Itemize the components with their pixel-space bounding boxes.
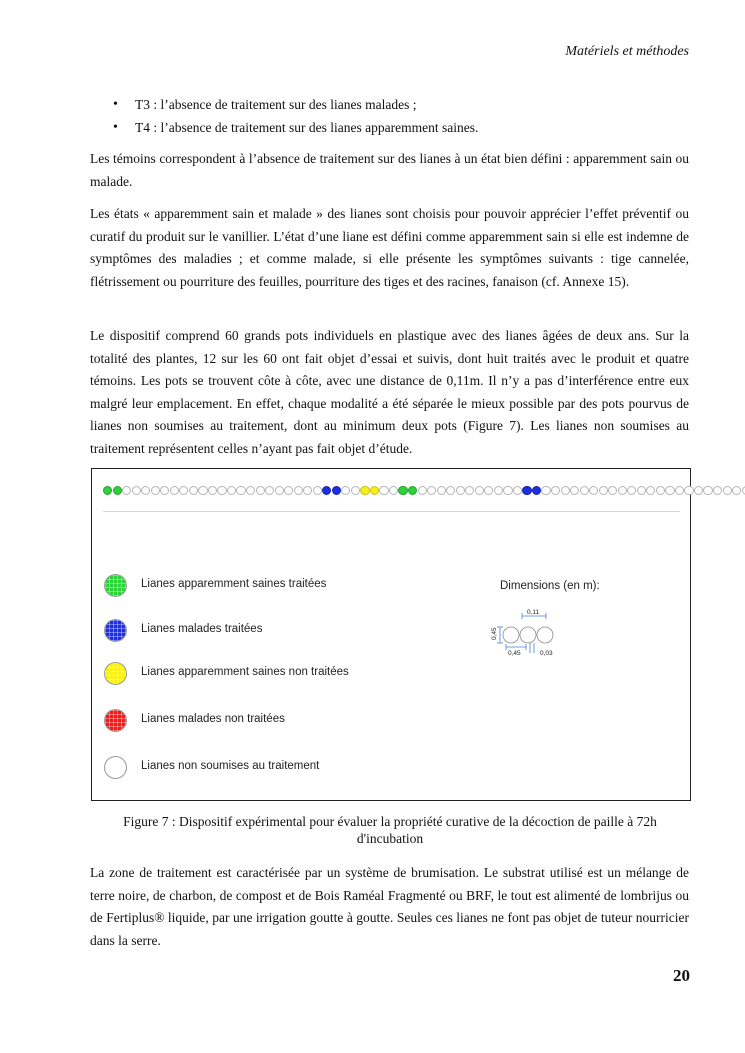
pot-white: [599, 486, 608, 495]
pot-white: [675, 486, 684, 495]
pot-white: [627, 486, 636, 495]
page-number: 20: [673, 966, 690, 985]
pot-white: [494, 486, 503, 495]
pot-white: [265, 486, 274, 495]
pot-white: [160, 486, 169, 495]
pot-white: [456, 486, 465, 495]
pot-white: [703, 486, 712, 495]
dimensions-title: Dimensions (en m):: [500, 580, 600, 592]
legend-swatch: [104, 709, 127, 732]
pot-green: [113, 486, 122, 495]
pot-outline: [503, 627, 519, 643]
list-item: • T4 : l’absence de traitement sur des lianes apparemment saines.: [113, 116, 478, 139]
pot-white: [284, 486, 293, 495]
pot-white: [684, 486, 693, 495]
pot-white: [503, 486, 512, 495]
dim-height-label: 0,45: [491, 627, 498, 640]
bench-line: [103, 511, 680, 512]
pot-white: [313, 486, 322, 495]
legend-swatch: [104, 619, 127, 642]
pot-outline: [520, 627, 536, 643]
pot-white: [513, 486, 522, 495]
pot-white: [351, 486, 360, 495]
pot-white: [541, 486, 550, 495]
pot-yellow: [370, 486, 379, 495]
pot-green: [103, 486, 112, 495]
pot-white: [694, 486, 703, 495]
pot-blue: [332, 486, 341, 495]
pot-blue: [532, 486, 541, 495]
pot-white: [618, 486, 627, 495]
pot-white: [723, 486, 732, 495]
pot-white: [446, 486, 455, 495]
pot-white: [608, 486, 617, 495]
pot-white: [170, 486, 179, 495]
dimensions-diagram: [488, 607, 568, 659]
pot-white: [437, 486, 446, 495]
pot-green: [398, 486, 407, 495]
paragraph-etats: Les états « apparemment sain et malade » des lianes sont choisis pour pouvoir apprécier l’effet préventif ou curatif du produit sur le vanillier. L’état d’une liane est défini comme apparemment sain si elle est indemne de symptômes des maladies ; et comme malade, si elle présente les symptômes suivants : tige cannelée, flétrissement ou pourriture des feuilles, pourriture des tiges et des racines, fanaison (cf. Annexe 15).: [90, 206, 689, 289]
legend-swatch: [104, 662, 127, 685]
pot-green: [408, 486, 417, 495]
figure-caption: Figure 7 : Dispositif expérimental pour évaluer la propriété curative de la décoction de paille à 72h d'incubation: [123, 814, 657, 846]
pot-white: [732, 486, 741, 495]
pot-blue: [522, 486, 531, 495]
pot-white: [227, 486, 236, 495]
pot-white: [217, 486, 226, 495]
list-item: • T3 : l’absence de traitement sur des lianes malades ;: [113, 93, 478, 116]
pot-white: [742, 486, 745, 495]
pot-white: [151, 486, 160, 495]
pot-white: [189, 486, 198, 495]
paragraph-temoins: Les témoins correspondent à l’absence de traitement sur des lianes à un état bien défini : apparemment sain ou malade.: [90, 151, 689, 189]
pot-white: [122, 486, 131, 495]
pot-white: [236, 486, 245, 495]
pot-white: [208, 486, 217, 495]
pot-white: [198, 486, 207, 495]
legend-swatch: [104, 756, 127, 779]
pot-white: [246, 486, 255, 495]
pot-white: [475, 486, 484, 495]
dim-width-label: 0,45: [508, 650, 521, 657]
pot-white: [665, 486, 674, 495]
dim-gap-label: 0,03: [540, 650, 553, 657]
treatment-list: [113, 93, 478, 139]
legend-item: [104, 619, 424, 643]
pot-white: [713, 486, 722, 495]
running-header: Matériels et méthodes: [565, 44, 689, 59]
figure-7: [91, 468, 691, 801]
legend-item: [104, 756, 424, 780]
pot-white: [580, 486, 589, 495]
pot-white: [141, 486, 150, 495]
pot-white: [570, 486, 579, 495]
dim-spacing-label: 0,11: [527, 609, 540, 616]
pot-white: [389, 486, 398, 495]
pot-white: [132, 486, 141, 495]
pot-white: [179, 486, 188, 495]
pot-white: [589, 486, 598, 495]
pot-white: [341, 486, 350, 495]
paragraph-dispositif: Le dispositif comprend 60 grands pots individuels en plastique avec des lianes âgées de deux ans. Sur la totalité des plantes, 12 sur les 60 ont fait objet d’essai et suivis, dont huit traités avec le produit et quatre témoins. Les pots se trouvent côte à côte, avec une distance de 0,11m. Il n’y a pas d’interférence entre eux malgré leur emplacement. En effet, chaque modalité a été séparée le mieux possible par des pots pourvus de lianes non soumises au traitement, dont au minimum deux pots (Figure 7). Les lianes non soumises au traitement représentent celles n’ayant pas fait objet d’étude.: [90, 328, 689, 456]
pot-white: [294, 486, 303, 495]
pots-row: [103, 486, 680, 495]
legend-label: Lianes non soumises au traitement: [141, 760, 320, 772]
pot-white: [256, 486, 265, 495]
paragraph-zone: La zone de traitement est caractérisée par un système de brumisation. Le substrat utilisé est un mélange de terre noire, de charbon, de compost et de Bois Raméal Fragmenté ou BRF, le tout est alimenté de lombrijus ou de Fertiplus® liquide, par une irrigation goutte à goutte. Seules ces lianes ne font pas objet de tuteur nourricier dans la serre.: [90, 865, 689, 948]
pot-white: [427, 486, 436, 495]
pot-white: [646, 486, 655, 495]
pot-white: [303, 486, 312, 495]
pot-yellow: [360, 486, 369, 495]
pot-white: [637, 486, 646, 495]
legend-item: [104, 709, 424, 733]
legend-label: Lianes malades traitées: [141, 623, 263, 635]
pot-white: [379, 486, 388, 495]
pot-white: [275, 486, 284, 495]
pot-white: [484, 486, 493, 495]
legend-swatch: [104, 574, 127, 597]
legend-label: Lianes apparemment saines traitées: [141, 578, 327, 590]
pot-white: [656, 486, 665, 495]
pot-white: [561, 486, 570, 495]
legend-item: [104, 574, 424, 598]
legend-item: [104, 662, 424, 686]
legend-label: Lianes apparemment saines non traitées: [141, 666, 349, 678]
pot-white: [418, 486, 427, 495]
pot-outline: [537, 627, 553, 643]
pot-blue: [322, 486, 331, 495]
pot-white: [551, 486, 560, 495]
legend-label: Lianes malades non traitées: [141, 713, 285, 725]
pot-white: [465, 486, 474, 495]
